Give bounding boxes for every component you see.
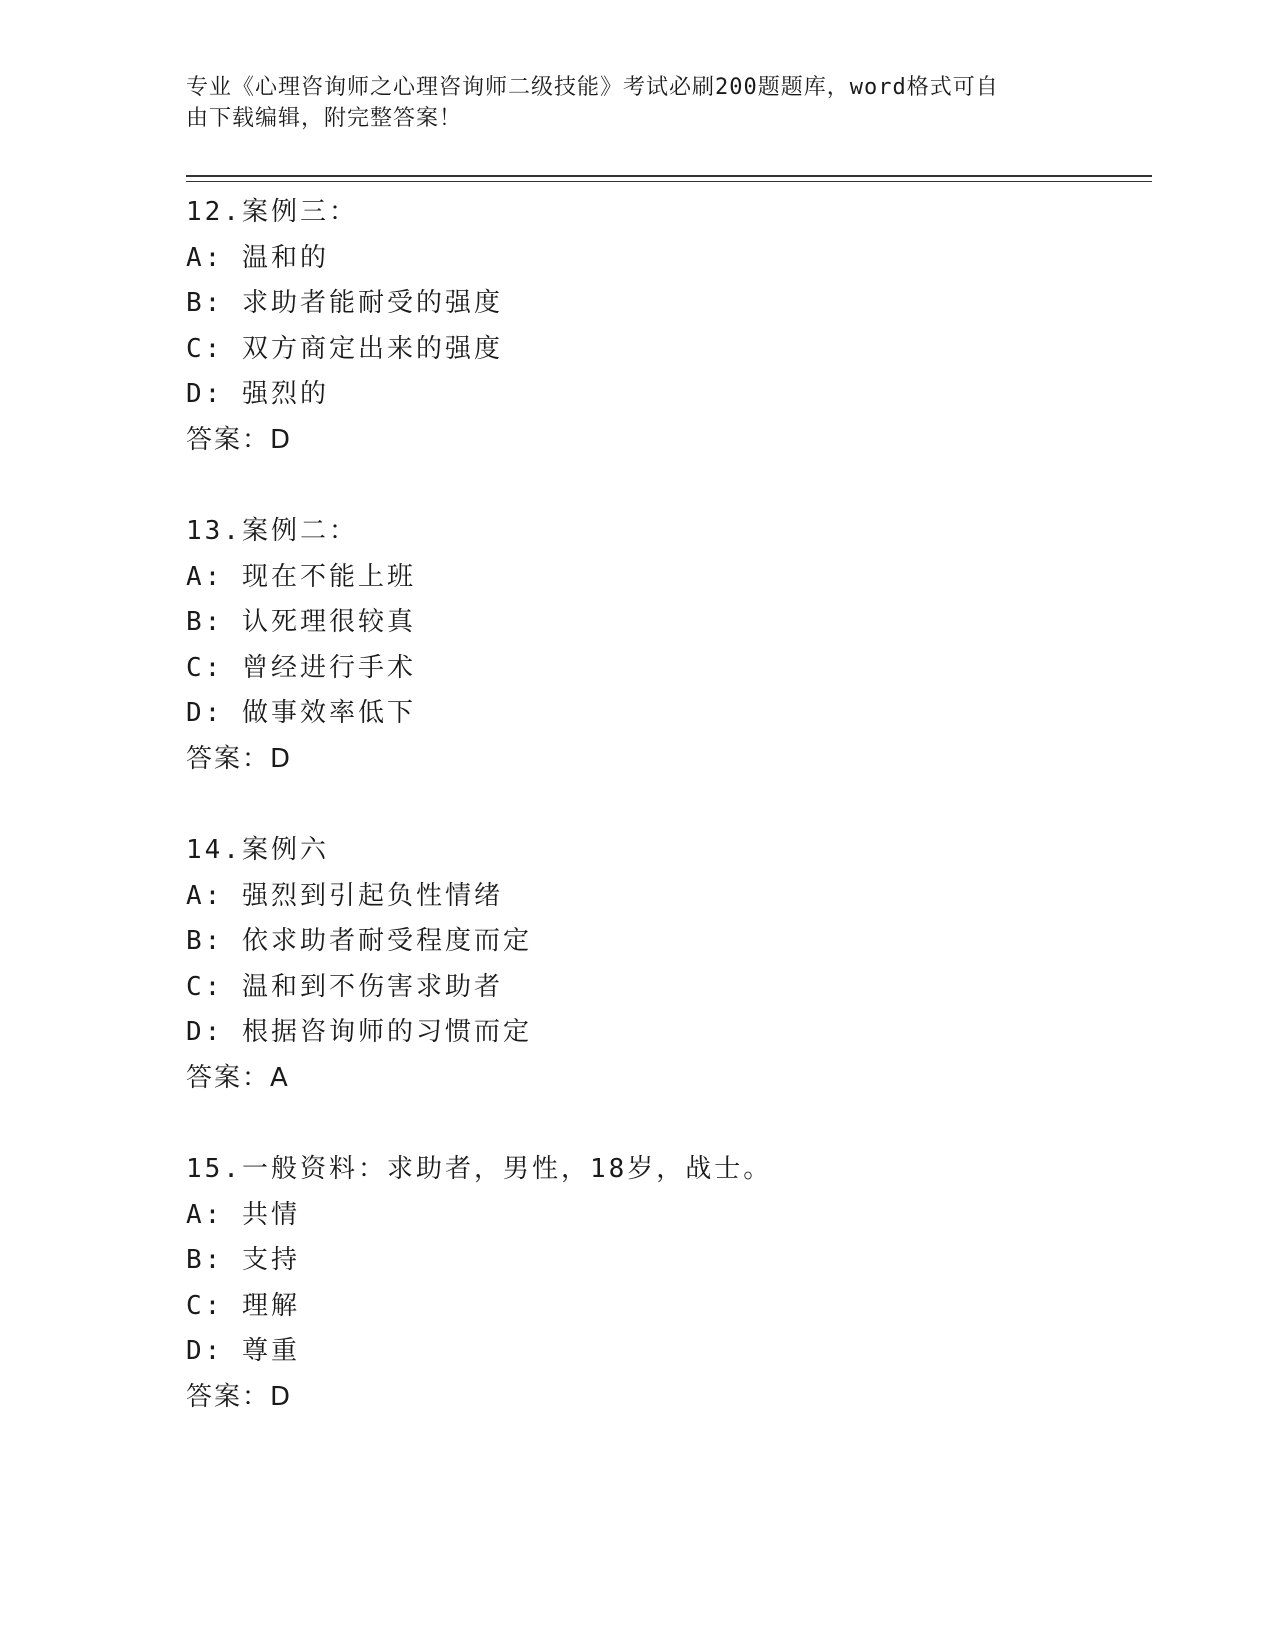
header-rule-thick [186,175,1152,177]
option-a [186,1193,1146,1239]
question-15 [186,1147,1146,1420]
option-letter: C: [186,652,224,683]
question-stem [186,190,1146,236]
option-letter: D: [186,698,224,728]
answer-label: 答案： [186,743,271,774]
answer-label: 答案： [186,1381,271,1412]
option-c [186,1284,1146,1330]
option-text: 支持 [241,1245,300,1275]
question-14 [186,828,1146,1101]
option-text: 根据咨询师的习惯而定 [241,1017,532,1047]
option-text: 依求助者耐受程度而定 [241,926,532,956]
option-a [186,236,1146,282]
question-text: 案例二： [241,516,358,546]
question-13 [186,509,1146,782]
answer-line [186,737,1146,783]
option-letter: D: [186,1336,224,1366]
option-b [186,600,1146,646]
question-12 [186,190,1146,463]
option-letter: C: [186,1290,224,1321]
option-c [186,646,1146,692]
option-text: 温和的 [241,242,329,273]
option-text: 温和到不伤害求助者 [241,971,503,1002]
option-text: 现在不能上班 [241,561,416,592]
option-text: 强烈的 [241,379,329,409]
question-list [186,190,1146,1466]
option-text: 双方商定出来的强度 [241,333,503,364]
header-line-2: 由下载编辑，附完整答案！ [186,106,463,131]
option-letter: D: [186,379,224,409]
question-text: 一般资料：求助者，男性，18岁，战士。 [241,1154,773,1184]
option-letter: A: [186,1199,224,1230]
answer-value: D [270,743,292,774]
option-d [186,1010,1146,1056]
option-b [186,281,1146,327]
option-text: 尊重 [241,1336,300,1366]
option-a [186,555,1146,601]
option-b [186,919,1146,965]
question-text: 案例六 [241,835,329,865]
option-a [186,874,1146,920]
option-text: 做事效率低下 [241,698,416,728]
option-letter: C: [186,333,224,364]
question-stem [186,509,1146,555]
header-line-1: 专业《心理咨询师之心理咨询师二级技能》考试必刷200题题库，word格式可自 [186,75,999,100]
option-d [186,691,1146,737]
option-c [186,965,1146,1011]
option-text: 求助者能耐受的强度 [241,288,503,318]
option-letter: B: [186,288,224,318]
option-b [186,1238,1146,1284]
option-c [186,327,1146,373]
option-letter: D: [186,1017,224,1047]
document-header [186,72,1066,134]
option-letter: B: [186,926,224,956]
answer-value: A [270,1062,289,1093]
question-text: 案例三： [241,197,358,227]
answer-value: D [270,1381,292,1412]
question-stem [186,1147,1146,1193]
option-letter: B: [186,607,224,637]
option-letter: B: [186,1245,224,1275]
answer-line [186,418,1146,464]
option-letter: A: [186,561,224,592]
option-letter: C: [186,971,224,1002]
option-text: 共情 [241,1199,300,1230]
question-number: 14. [186,835,242,865]
option-text: 理解 [241,1290,300,1321]
option-letter: A: [186,242,224,273]
option-d [186,1329,1146,1375]
answer-label: 答案： [186,424,271,455]
option-text: 认死理很较真 [241,607,416,637]
answer-label: 答案： [186,1062,271,1093]
option-text: 曾经进行手术 [241,652,416,683]
answer-line [186,1375,1146,1421]
question-number: 13. [186,516,242,546]
answer-value: D [270,424,292,455]
answer-line [186,1056,1146,1102]
option-letter: A: [186,880,224,911]
question-stem [186,828,1146,874]
question-number: 12. [186,197,242,227]
question-number: 15. [186,1154,242,1184]
header-rule-thin [186,181,1152,182]
option-text: 强烈到引起负性情绪 [241,880,503,911]
option-d [186,372,1146,418]
